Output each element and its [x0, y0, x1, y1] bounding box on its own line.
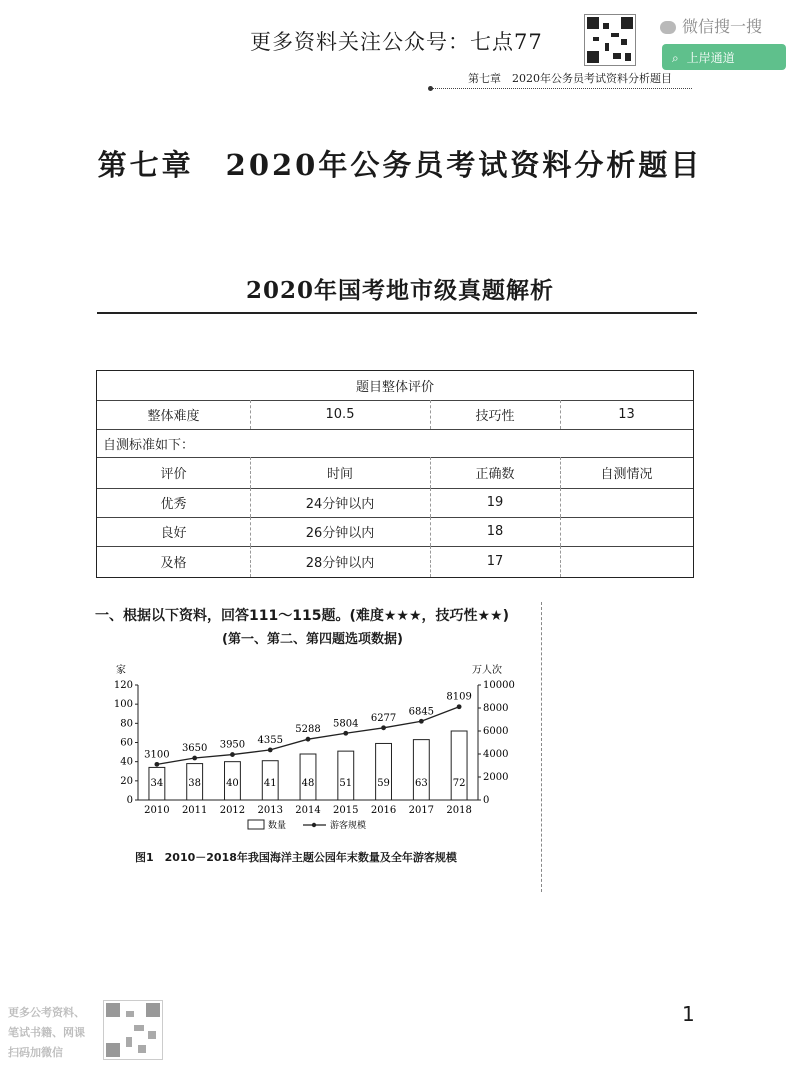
- column-divider: [541, 602, 542, 892]
- right-tick-label: 10000: [483, 680, 515, 691]
- question-subtitle: (第一、第二、第四题选项数据): [222, 632, 403, 647]
- x-tick-label: 2016: [370, 805, 397, 816]
- footer-promo: [8, 1003, 85, 1063]
- left-tick-label: 120: [113, 680, 133, 691]
- visitor-point: [381, 725, 386, 730]
- x-tick-label: 2010: [144, 805, 170, 816]
- skill-value: 13: [618, 407, 635, 422]
- right-tick-label: 8000: [483, 703, 509, 714]
- bar-label: 59: [377, 778, 390, 789]
- section-title: 2020年国考地市级真题解析: [245, 277, 554, 304]
- visitor-point: [230, 752, 235, 757]
- page-number: 1: [682, 1002, 695, 1026]
- point-label: 8109: [446, 691, 472, 703]
- header-rating: 评价: [160, 467, 187, 482]
- point-label: 6845: [408, 706, 435, 718]
- right-tick-label: 6000: [483, 726, 509, 737]
- legend-line-marker: [312, 823, 316, 827]
- left-tick-label: 20: [120, 775, 133, 787]
- difficulty-value: 10.5: [325, 407, 355, 422]
- x-tick-label: 2017: [408, 805, 435, 816]
- x-tick-label: 2011: [181, 805, 208, 816]
- table-row: [97, 429, 693, 458]
- left-tick-label: 80: [120, 718, 133, 730]
- right-axis-label: 万人次: [472, 665, 502, 676]
- bar-label: 38: [188, 778, 202, 789]
- table-row: [97, 400, 693, 430]
- rating-cell: 优秀: [160, 497, 187, 512]
- skill-label: 技巧性: [475, 409, 515, 424]
- figure-caption: 图1 2010－2018年我国海洋主题公园年末数量及全年游客规模: [135, 851, 457, 864]
- time-cell: 26分钟以内: [305, 526, 375, 541]
- search-icon: ⌕: [672, 50, 679, 65]
- x-tick-label: 2018: [446, 805, 472, 816]
- standard-label: 自测标准如下：: [103, 437, 195, 453]
- search-button[interactable]: [662, 44, 786, 70]
- correct-cell: 19: [486, 495, 504, 510]
- search-button-label: 上岸通道: [686, 50, 735, 65]
- footer-line: 扫码加微信: [8, 1046, 63, 1059]
- point-label: 3650: [181, 743, 208, 755]
- bar-label: 48: [301, 778, 315, 789]
- bar-2014: [300, 754, 316, 800]
- visitor-point: [268, 748, 273, 753]
- bar-2018: [451, 731, 467, 800]
- section-divider: [97, 312, 697, 314]
- table-row: [97, 517, 693, 547]
- footer-qr-code-icon: [103, 1000, 163, 1060]
- header-correct: 正确数: [475, 467, 515, 482]
- chapter-title: 第七章 2020年公务员考试资料分析题目: [97, 148, 703, 182]
- header-time: 时间: [326, 467, 353, 482]
- point-label: 5804: [333, 718, 359, 730]
- header-divider: [432, 88, 692, 89]
- point-label: 5288: [295, 724, 321, 736]
- left-tick-label: 60: [120, 737, 133, 749]
- running-header: 第七章 2020年公务员考试资料分析题目: [468, 72, 672, 85]
- bar-label: 40: [226, 778, 239, 789]
- table-title: 题目整体评价: [355, 380, 434, 395]
- point-label: 3950: [219, 739, 246, 751]
- table-header-row: [97, 457, 693, 489]
- bar-label: 34: [150, 778, 164, 789]
- x-tick-label: 2012: [219, 805, 246, 816]
- bar-label: 63: [414, 778, 428, 789]
- wechat-search: [660, 14, 762, 37]
- rating-cell: 良好: [160, 526, 187, 541]
- x-tick-label: 2014: [295, 805, 321, 816]
- bar-2015: [338, 751, 354, 800]
- point-label: 3100: [144, 749, 170, 761]
- header-self-test: 自测情况: [600, 467, 653, 482]
- visitor-point: [343, 731, 348, 736]
- visitor-point: [154, 762, 159, 767]
- wechat-icon: [660, 21, 676, 34]
- combo-chart: [98, 655, 528, 845]
- left-axis-label: 家: [116, 665, 126, 676]
- left-tick-label: 40: [120, 756, 133, 768]
- x-tick-label: 2013: [257, 805, 283, 816]
- legend-line-label: 游客规模: [330, 821, 367, 831]
- table-row: [97, 371, 693, 401]
- question-title: 一、根据以下资料，回答111～115题。(难度★★★，技巧性★★): [95, 608, 509, 624]
- left-tick-label: 100: [113, 699, 133, 711]
- footer-line: 笔试书籍、网课: [8, 1026, 85, 1039]
- difficulty-label: 整体难度: [147, 409, 200, 424]
- right-tick-label: 4000: [483, 749, 509, 760]
- qr-code-icon: [584, 14, 636, 66]
- x-tick-label: 2015: [333, 805, 359, 816]
- bar-2017: [413, 740, 429, 800]
- time-cell: 28分钟以内: [305, 556, 375, 571]
- time-cell: 24分钟以内: [305, 497, 375, 512]
- visitor-point: [192, 756, 197, 761]
- visitor-point: [457, 704, 462, 709]
- bar-label: 72: [452, 778, 466, 789]
- point-label: 6277: [370, 712, 397, 724]
- footer-line: 更多公考资料、: [8, 1006, 85, 1019]
- top-banner: [0, 0, 800, 80]
- right-tick-label: 2000: [483, 772, 509, 783]
- right-tick-label: 0: [483, 795, 490, 806]
- banner-text: 更多资料关注公众号：七点77: [250, 30, 543, 54]
- left-tick-label: 0: [126, 795, 133, 806]
- legend-bar-label: 数量: [268, 821, 287, 831]
- correct-cell: 17: [486, 554, 504, 569]
- wechat-label: 微信搜一搜: [682, 17, 763, 36]
- bar-label: 41: [263, 778, 277, 789]
- visitor-point: [306, 737, 311, 742]
- rating-cell: 及格: [160, 556, 187, 571]
- bar-label: 51: [339, 778, 353, 789]
- bar-2016: [376, 743, 392, 800]
- legend-bar-swatch: [248, 820, 264, 829]
- correct-cell: 18: [486, 524, 504, 539]
- table-row: [97, 488, 693, 518]
- table-row: [97, 546, 693, 577]
- visitor-point: [419, 719, 424, 724]
- point-label: 4355: [257, 734, 283, 746]
- evaluation-table: [96, 370, 694, 578]
